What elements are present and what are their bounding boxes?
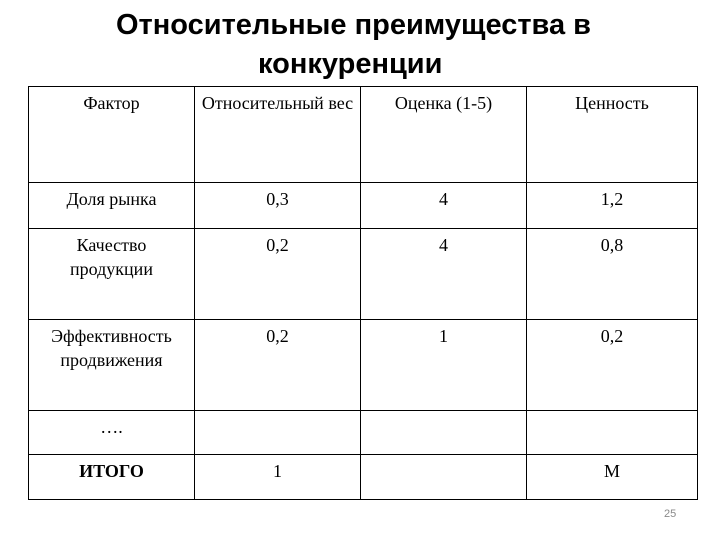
cell-value — [527, 411, 698, 455]
table-total-row — [29, 455, 698, 500]
table-row — [29, 320, 698, 411]
table-header-row — [29, 87, 698, 183]
table-row — [29, 183, 698, 229]
table-row — [29, 411, 698, 455]
comparison-table — [28, 86, 698, 500]
cell-score — [361, 411, 527, 455]
cell-score: 4 — [361, 229, 527, 320]
header-weight: Относительный вес — [195, 87, 361, 183]
cell-score: 1 — [361, 320, 527, 411]
cell-score: 4 — [361, 183, 527, 229]
total-label: ИТОГО — [29, 455, 195, 500]
cell-value: 0,2 — [527, 320, 698, 411]
title-line-2: конкуренции — [258, 48, 443, 80]
cell-weight: 0,2 — [195, 320, 361, 411]
total-weight: 1 — [195, 455, 361, 500]
header-score: Оценка (1-5) — [361, 87, 527, 183]
cell-value: 0,8 — [527, 229, 698, 320]
total-value: М — [527, 455, 698, 500]
cell-weight: 0,2 — [195, 229, 361, 320]
cell-factor: …. — [29, 411, 195, 455]
title-line-1: Относительные преимущества в — [116, 9, 592, 41]
cell-weight — [195, 411, 361, 455]
table-row — [29, 229, 698, 320]
cell-value: 1,2 — [527, 183, 698, 229]
cell-factor: Доля рынка — [29, 183, 195, 229]
cell-factor: Качество продукции — [29, 229, 195, 320]
cell-factor: Эффективность продвижения — [29, 320, 195, 411]
page-number: 25 — [664, 508, 677, 520]
header-factor: Фактор — [29, 87, 195, 183]
header-value: Ценность — [527, 87, 698, 183]
total-score — [361, 455, 527, 500]
cell-weight: 0,3 — [195, 183, 361, 229]
